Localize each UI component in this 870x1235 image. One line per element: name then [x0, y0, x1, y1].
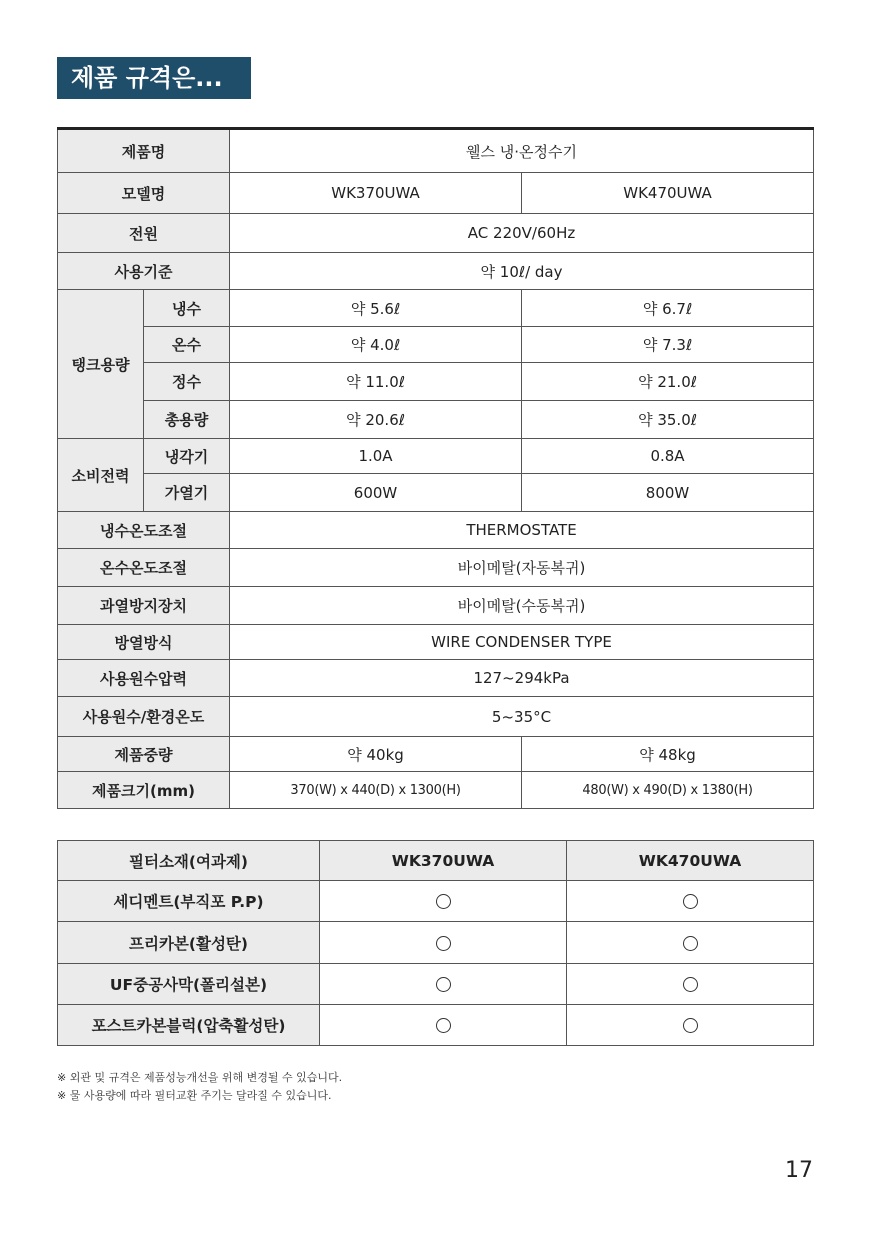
spec-value-heater-a: 600W: [230, 474, 522, 512]
spec-row-weight: [58, 737, 814, 772]
circle-mark-icon: [683, 977, 698, 992]
spec-label-water-pressure: 사용원수압력: [58, 660, 230, 697]
spec-value-cooler-a: 1.0A: [230, 439, 522, 474]
filter-row-sediment: [58, 881, 814, 922]
filter-mark-pre-carbon-b: [567, 922, 814, 964]
spec-label-water-env-temp: 사용원수/환경온도: [58, 697, 230, 737]
spec-label-cold-temp-control: 냉수온도조절: [58, 512, 230, 549]
spec-label-hot-temp-control: 온수온도조절: [58, 549, 230, 587]
footnote-1: ※ 외관 및 규격은 제품성능개선을 위해 변경될 수 있습니다.: [57, 1071, 343, 1084]
spec-row-tank-total: [58, 401, 814, 439]
spec-value-tank-total-b: 약 35.0ℓ: [522, 401, 814, 439]
spec-sublabel-cooler: 냉각기: [144, 439, 230, 474]
circle-mark-icon: [436, 1018, 451, 1033]
circle-mark-icon: [683, 894, 698, 909]
spec-value-dimensions-a: 370(W) x 440(D) x 1300(H): [230, 772, 522, 809]
spec-value-power: AC 220V/60Hz: [230, 214, 814, 253]
spec-row-water-env-temp: [58, 697, 814, 737]
spec-value-tank-hot-b: 약 7.3ℓ: [522, 327, 814, 363]
filter-row-post-carbon: [58, 1005, 814, 1046]
filter-mark-sediment-b: [567, 881, 814, 922]
spec-row-usage-basis: [58, 253, 814, 290]
filter-row-pre-carbon: [58, 922, 814, 964]
spec-value-overheat-protection: 바이메탈(수동복귀): [230, 587, 814, 625]
filter-mark-uf-membrane-b: [567, 964, 814, 1005]
spec-value-tank-purified-a: 약 11.0ℓ: [230, 363, 522, 401]
filter-row-uf-membrane: [58, 964, 814, 1005]
filter-header-model-a: WK370UWA: [320, 841, 567, 881]
spec-row-heat-dissipation: [58, 625, 814, 660]
spec-value-model-b: WK470UWA: [522, 173, 814, 214]
filter-mark-sediment-a: [320, 881, 567, 922]
filter-label-sediment: 세디멘트(부직포 P.P): [58, 881, 320, 922]
spec-label-power: 전원: [58, 214, 230, 253]
filter-label-uf-membrane: UF중공사막(폴리설본): [58, 964, 320, 1005]
spec-row-tank-hot: [58, 327, 814, 363]
spec-value-weight-b: 약 48kg: [522, 737, 814, 772]
spec-value-product-name: 웰스 냉·온정수기: [230, 129, 814, 173]
spec-value-water-env-temp: 5~35°C: [230, 697, 814, 737]
spec-label-weight: 제품중량: [58, 737, 230, 772]
spec-value-tank-purified-b: 약 21.0ℓ: [522, 363, 814, 401]
spec-row-power-cooler: [58, 439, 814, 474]
spec-row-power-heater: [58, 474, 814, 512]
filter-header-label: 필터소재(여과제): [58, 841, 320, 881]
spec-value-usage-basis: 약 10ℓ/ day: [230, 253, 814, 290]
spec-row-hot-temp-control: [58, 549, 814, 587]
spec-label-usage-basis: 사용기준: [58, 253, 230, 290]
spec-row-power: [58, 214, 814, 253]
filter-table: [57, 840, 814, 1046]
spec-row-dimensions: [58, 772, 814, 809]
spec-label-product-name: 제품명: [58, 129, 230, 173]
spec-value-tank-hot-a: 약 4.0ℓ: [230, 327, 522, 363]
circle-mark-icon: [683, 936, 698, 951]
spec-value-hot-temp-control: 바이메탈(자동복귀): [230, 549, 814, 587]
footnote-2: ※ 물 사용량에 따라 필터교환 주기는 달라질 수 있습니다.: [57, 1089, 332, 1102]
circle-mark-icon: [436, 936, 451, 951]
filter-label-pre-carbon: 프리카본(활성탄): [58, 922, 320, 964]
filter-label-post-carbon: 포스트카본블럭(압축활성탄): [58, 1005, 320, 1046]
spec-value-heater-b: 800W: [522, 474, 814, 512]
circle-mark-icon: [436, 894, 451, 909]
spec-sublabel-tank-cold: 냉수: [144, 290, 230, 327]
spec-sublabel-tank-purified: 정수: [144, 363, 230, 401]
circle-mark-icon: [683, 1018, 698, 1033]
spec-value-heat-dissipation: WIRE CONDENSER TYPE: [230, 625, 814, 660]
spec-row-tank-cold: [58, 290, 814, 327]
spec-sublabel-tank-hot: 온수: [144, 327, 230, 363]
spec-value-cooler-b: 0.8A: [522, 439, 814, 474]
spec-label-model-name: 모델명: [58, 173, 230, 214]
spec-row-cold-temp-control: [58, 512, 814, 549]
spec-row-water-pressure: [58, 660, 814, 697]
spec-value-model-a: WK370UWA: [230, 173, 522, 214]
spec-label-overheat-protection: 과열방지장치: [58, 587, 230, 625]
spec-value-weight-a: 약 40kg: [230, 737, 522, 772]
spec-row-product-name: [58, 129, 814, 173]
filter-header-row: [58, 841, 814, 881]
filter-header-model-b: WK470UWA: [567, 841, 814, 881]
spec-label-power-consumption: 소비전력: [58, 439, 144, 512]
spec-value-tank-total-a: 약 20.6ℓ: [230, 401, 522, 439]
page-number: 17: [785, 1158, 813, 1183]
spec-label-heat-dissipation: 방열방식: [58, 625, 230, 660]
filter-mark-post-carbon-a: [320, 1005, 567, 1046]
spec-row-overheat-protection: [58, 587, 814, 625]
section-title: 제품 규격은...: [57, 57, 251, 99]
filter-mark-post-carbon-b: [567, 1005, 814, 1046]
spec-value-dimensions-b: 480(W) x 490(D) x 1380(H): [522, 772, 814, 809]
spec-sublabel-heater: 가열기: [144, 474, 230, 512]
filter-mark-uf-membrane-a: [320, 964, 567, 1005]
spec-sublabel-tank-total: 총용량: [144, 401, 230, 439]
spec-value-tank-cold-a: 약 5.6ℓ: [230, 290, 522, 327]
spec-value-cold-temp-control: THERMOSTATE: [230, 512, 814, 549]
footnotes: [57, 1069, 342, 1105]
spec-row-model-name: [58, 173, 814, 214]
spec-row-tank-purified: [58, 363, 814, 401]
spec-value-water-pressure: 127~294kPa: [230, 660, 814, 697]
filter-mark-pre-carbon-a: [320, 922, 567, 964]
spec-value-tank-cold-b: 약 6.7ℓ: [522, 290, 814, 327]
circle-mark-icon: [436, 977, 451, 992]
spec-label-tank-capacity: 탱크용량: [58, 290, 144, 439]
spec-table: [57, 127, 814, 809]
spec-label-dimensions: 제품크기(mm): [58, 772, 230, 809]
